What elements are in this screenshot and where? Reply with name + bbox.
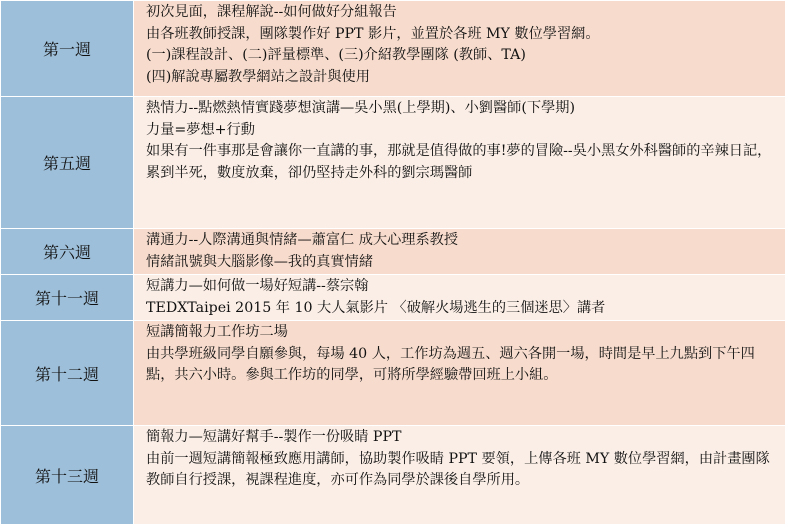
description-line: 由各班教師授課，團隊製作好 PPT 影片，並置於各班 MY 數位學習網。 — [146, 25, 600, 42]
description-line: (一)課程設計、(二)評量標準、(三)介紹教學團隊 (教師、TA) — [146, 47, 526, 64]
description-paragraph: 如果有一件事那是會讓你一直講的事，那就是值得做的事!夢的冒險--吳小黑女外科醫師的辛辣日記，累到半死，數度放棄，卻仍堅持走外科的劉宗瑪醫師 — [146, 143, 772, 181]
description-line: TEDXTaipei 2015 年 10 大人氣影片 〈破解火場逃生的三個迷思〉講者 — [146, 299, 606, 316]
week-description — [134, 426, 786, 525]
week-description — [134, 275, 786, 321]
week-label: 第五週 — [1, 97, 134, 229]
description-line: 熱情力--點燃熱情實踐夢想演講—吳小黑(上學期)、小劉醫師(下學期) — [146, 100, 575, 116]
description-line: 溝通力--人際溝通與情緒—蕭富仁 成大心理系教授 — [146, 232, 459, 248]
description-line: 力量=夢想+行動 — [146, 121, 255, 138]
description-line: 簡報力—短講好幫手--製作一份吸睛 PPT — [146, 429, 402, 445]
week-label: 第十三週 — [1, 426, 134, 525]
table-row — [1, 426, 786, 525]
description-paragraph: 由共學班級同學自願參與，每場 40 人，工作坊為週五、週六各開一場，時間是早上九點到下午四點，共六小時。參與工作坊的同學，可將所學經驗帶回班上小組。 — [146, 345, 755, 384]
table-row — [1, 321, 786, 426]
week-label: 第十一週 — [1, 275, 134, 321]
description-line: 短講力—如何做一場好短講--蔡宗翰 — [146, 278, 369, 294]
description-line: 初次見面，課程解說--如何做好分組報告 — [146, 4, 397, 20]
description-line: (四)解說專屬教學網站之設計與使用 — [146, 68, 370, 85]
table-row — [1, 275, 786, 321]
week-description — [134, 1, 786, 97]
week-description — [134, 229, 786, 275]
week-description — [134, 321, 786, 426]
description-line: 情緒訊號與大腦影像—我的真實情緒 — [146, 253, 374, 270]
table-row — [1, 1, 786, 97]
description-line: 短講簡報力工作坊二場 — [146, 324, 288, 340]
week-label: 第十二週 — [1, 321, 134, 426]
table-row — [1, 229, 786, 275]
week-description — [134, 97, 786, 229]
week-label: 第一週 — [1, 1, 134, 97]
description-paragraph: 由前一週短講簡報極致應用講師，協助製作吸睛 PPT 要領，上傳各班 MY 數位學習網，由計畫團隊教師自行授課，視課程進度，亦可作為同學於課後自學所用。 — [146, 450, 770, 489]
week-label: 第六週 — [1, 229, 134, 275]
table-row — [1, 97, 786, 229]
